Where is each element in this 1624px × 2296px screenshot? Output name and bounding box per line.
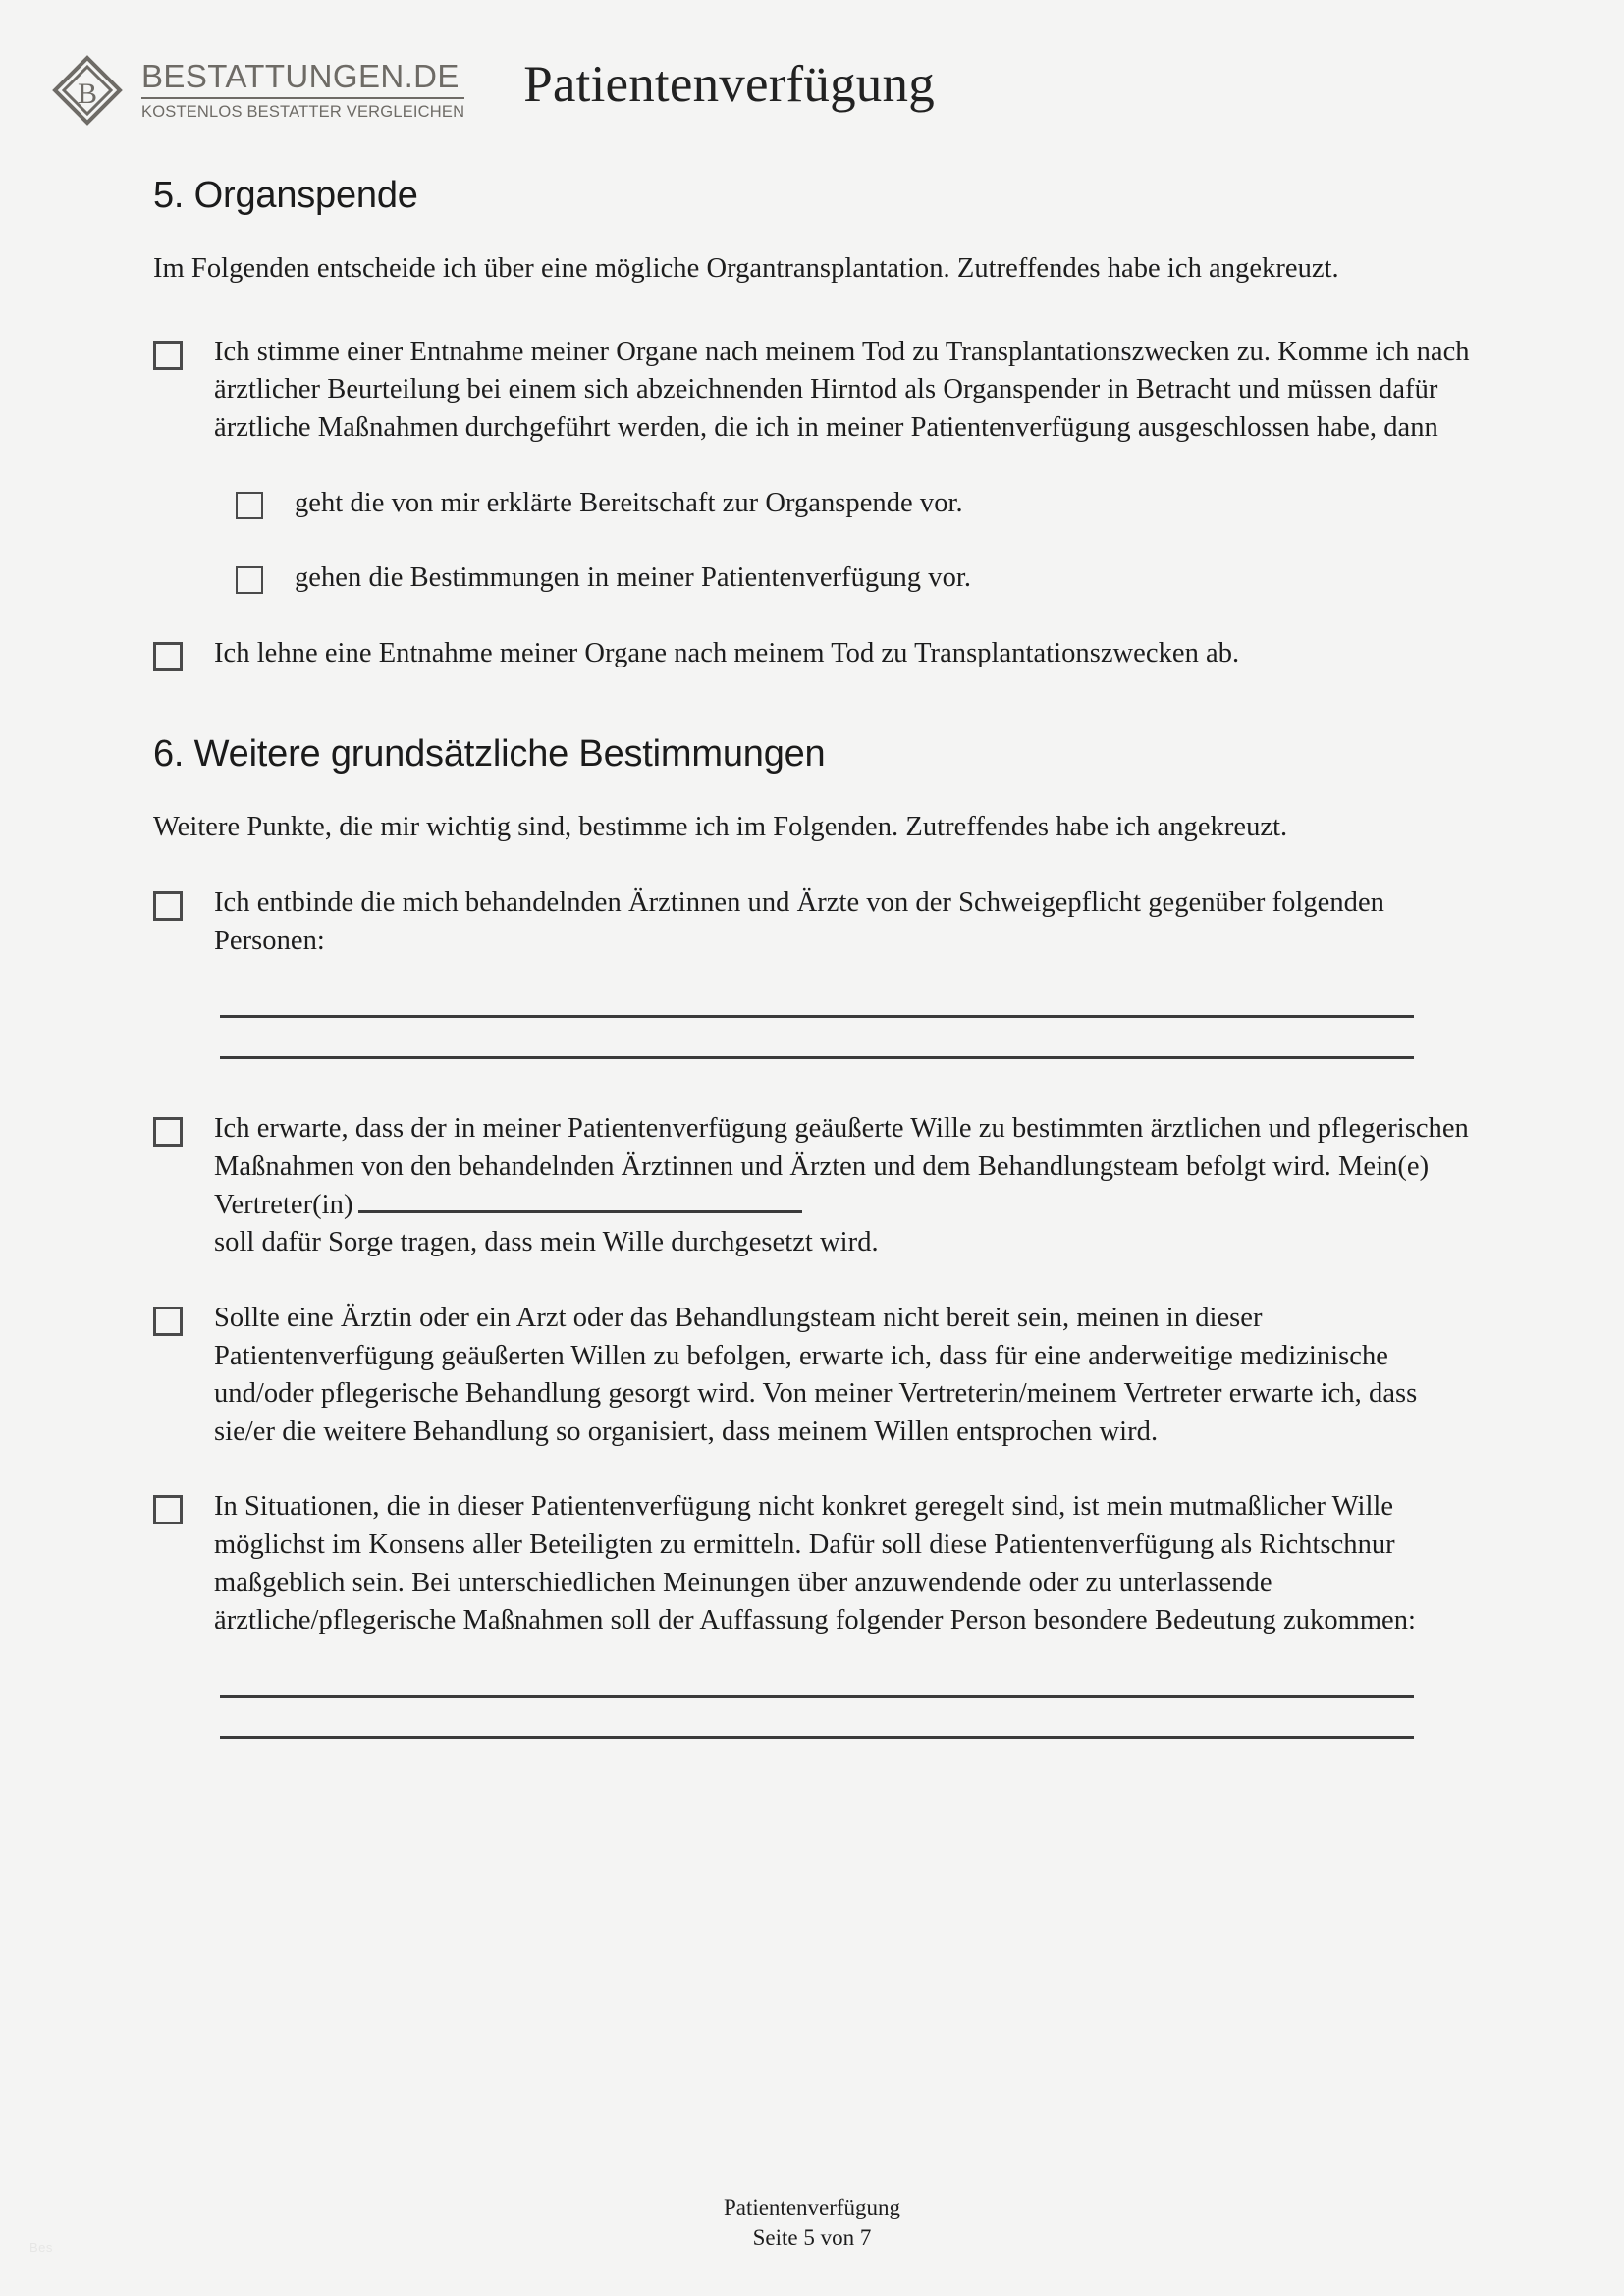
option-row-mutmasslicher-wille[interactable] bbox=[153, 1488, 1477, 1639]
section-heading-organspende: 5. Organspende bbox=[153, 175, 418, 216]
write-in-line[interactable] bbox=[220, 1695, 1414, 1698]
checkbox-zustimmung[interactable] bbox=[153, 341, 183, 370]
section-intro-weitere-bestimmungen: Weitere Punkte, die mir wichtig sind, bestimme ich im Folgenden. Zutreffendes habe ich angekreuzt. bbox=[153, 812, 1288, 843]
document-title: Patientenverfügung bbox=[523, 56, 935, 113]
brand-name: BESTATTUNGEN.DE bbox=[141, 58, 460, 95]
option-text-after-blank: soll dafür Sorge tragen, dass mein Wille durchgesetzt wird. bbox=[214, 1227, 879, 1258]
footer-document-name: Patientenverfügung bbox=[723, 2195, 901, 2220]
option-label-schweigepflicht: Ich entbinde die mich behandelnden Ärztinnen und Ärzte von der Schweigepflicht gegenüber folgenden Personen: bbox=[214, 887, 1384, 956]
section-intro-organspende: Im Folgenden entscheide ich über eine mögliche Organtransplantation. Zutreffendes habe ich angekreuzt. bbox=[153, 253, 1339, 284]
option-row-anderweitige-behandlung[interactable] bbox=[153, 1300, 1477, 1451]
option-label-mutmasslicher-wille: In Situationen, die in dieser Patientenverfügung nicht konkret geregelt sind, ist mein mutmaßlicher Wille möglichst im Konsens aller Beteiligten zu ermitteln. Dafür soll diese Patientenverfügung als Richtschnur maßgeblich sein. Bei unterschiedlichen Meinungen über anzuwendende oder zu unterlassende ärztliche/pflegerische Maßnahmen soll der Auffassung folgender Person besondere Bedeutung zukommen: bbox=[214, 1491, 1417, 1636]
option-label-bestimmungen-vor: gehen die Bestimmungen in meiner Patientenverfügung vor. bbox=[295, 562, 972, 594]
option-label-anderweitige-behandlung: Sollte eine Ärztin oder ein Arzt oder das Behandlungsteam nicht bereit sein, meinen in dieser Patientenverfügung geäußerten Willen zu befolgen, erwarte ich, dass für eine anderweitige medizinische und/oder pflegerische Behandlung gesorgt wird. Von meiner Vertreterin/meinem Vertreter erwarte ich, dass sie/er die weitere Behandlung so organisiert, dass meinem Willen entsprochen wird. bbox=[214, 1303, 1418, 1447]
write-in-line[interactable] bbox=[220, 1056, 1414, 1059]
brand-divider bbox=[141, 97, 464, 99]
checkbox-ablehnung[interactable] bbox=[153, 642, 183, 671]
write-in-line[interactable] bbox=[220, 1015, 1414, 1018]
svg-text:B: B bbox=[77, 78, 98, 110]
footer-page-number: Seite 5 von 7 bbox=[752, 2224, 872, 2250]
watermark-artifact: Bes bbox=[29, 2240, 53, 2255]
write-in-lines-schweigepflicht bbox=[220, 1015, 1477, 1059]
inline-write-in-line-vertreter[interactable] bbox=[358, 1187, 802, 1213]
option-row-wille-befolgt[interactable] bbox=[153, 1110, 1477, 1262]
page-header bbox=[0, 0, 1624, 175]
option-row-ablehnung[interactable] bbox=[153, 635, 1477, 673]
option-label-bereitschaft-vor: geht die von mir erklärte Bereitschaft zur Organspende vor. bbox=[295, 487, 963, 518]
checkbox-bereitschaft-vor[interactable] bbox=[236, 492, 263, 519]
page-footer bbox=[0, 2193, 1624, 2253]
option-label-ablehnung: Ich lehne eine Entnahme meiner Organe nach meinem Tod zu Transplantationszwecken ab. bbox=[214, 637, 1240, 668]
diamond-monogram-icon bbox=[51, 54, 124, 127]
checkbox-schweigepflicht[interactable] bbox=[153, 891, 183, 921]
checkbox-wille-befolgt[interactable] bbox=[153, 1117, 183, 1147]
option-label-zustimmung: Ich stimme einer Entnahme meiner Organe nach meinem Tod zu Transplantationszwecken zu. Komme ich nach ärztlicher Beurteilung bei einem sich abzeichnenden Hirntod als Organspender in Betracht und müssen dafür ärztliche Maßnahmen durchgeführt werden, die ich in meiner Patientenverfügung ausgeschlossen habe, dann bbox=[214, 336, 1470, 443]
brand-tagline: KOSTENLOS BESTATTER VERGLEICHEN bbox=[141, 103, 465, 122]
document-body bbox=[153, 175, 1477, 1739]
brand-logo bbox=[51, 48, 464, 127]
option-row-bereitschaft-vor[interactable] bbox=[236, 485, 1477, 523]
write-in-lines-mutmasslicher-wille bbox=[220, 1695, 1477, 1739]
write-in-line[interactable] bbox=[220, 1736, 1414, 1739]
option-row-bestimmungen-vor[interactable] bbox=[236, 560, 1477, 598]
section-heading-weitere-bestimmungen: 6. Weitere grundsätzliche Bestimmungen bbox=[153, 733, 826, 775]
brand-wordmark bbox=[141, 60, 464, 121]
option-label-wille-befolgt bbox=[214, 1110, 1477, 1262]
option-row-zustimmung[interactable] bbox=[153, 334, 1477, 448]
option-row-schweigepflicht[interactable] bbox=[153, 884, 1477, 960]
checkbox-anderweitige-behandlung[interactable] bbox=[153, 1307, 183, 1336]
option-text-before-blank: Ich erwarte, dass der in meiner Patientenverfügung geäußerte Wille zu bestimmten ärztlichen und pflegerischen Maßnahmen von den behandelnden Ärztinnen und Ärzten und dem Behandlungsteam befolgt wird. Mein(e) Vertreter(in) bbox=[214, 1113, 1469, 1220]
checkbox-mutmasslicher-wille[interactable] bbox=[153, 1495, 183, 1524]
checkbox-bestimmungen-vor[interactable] bbox=[236, 566, 263, 594]
